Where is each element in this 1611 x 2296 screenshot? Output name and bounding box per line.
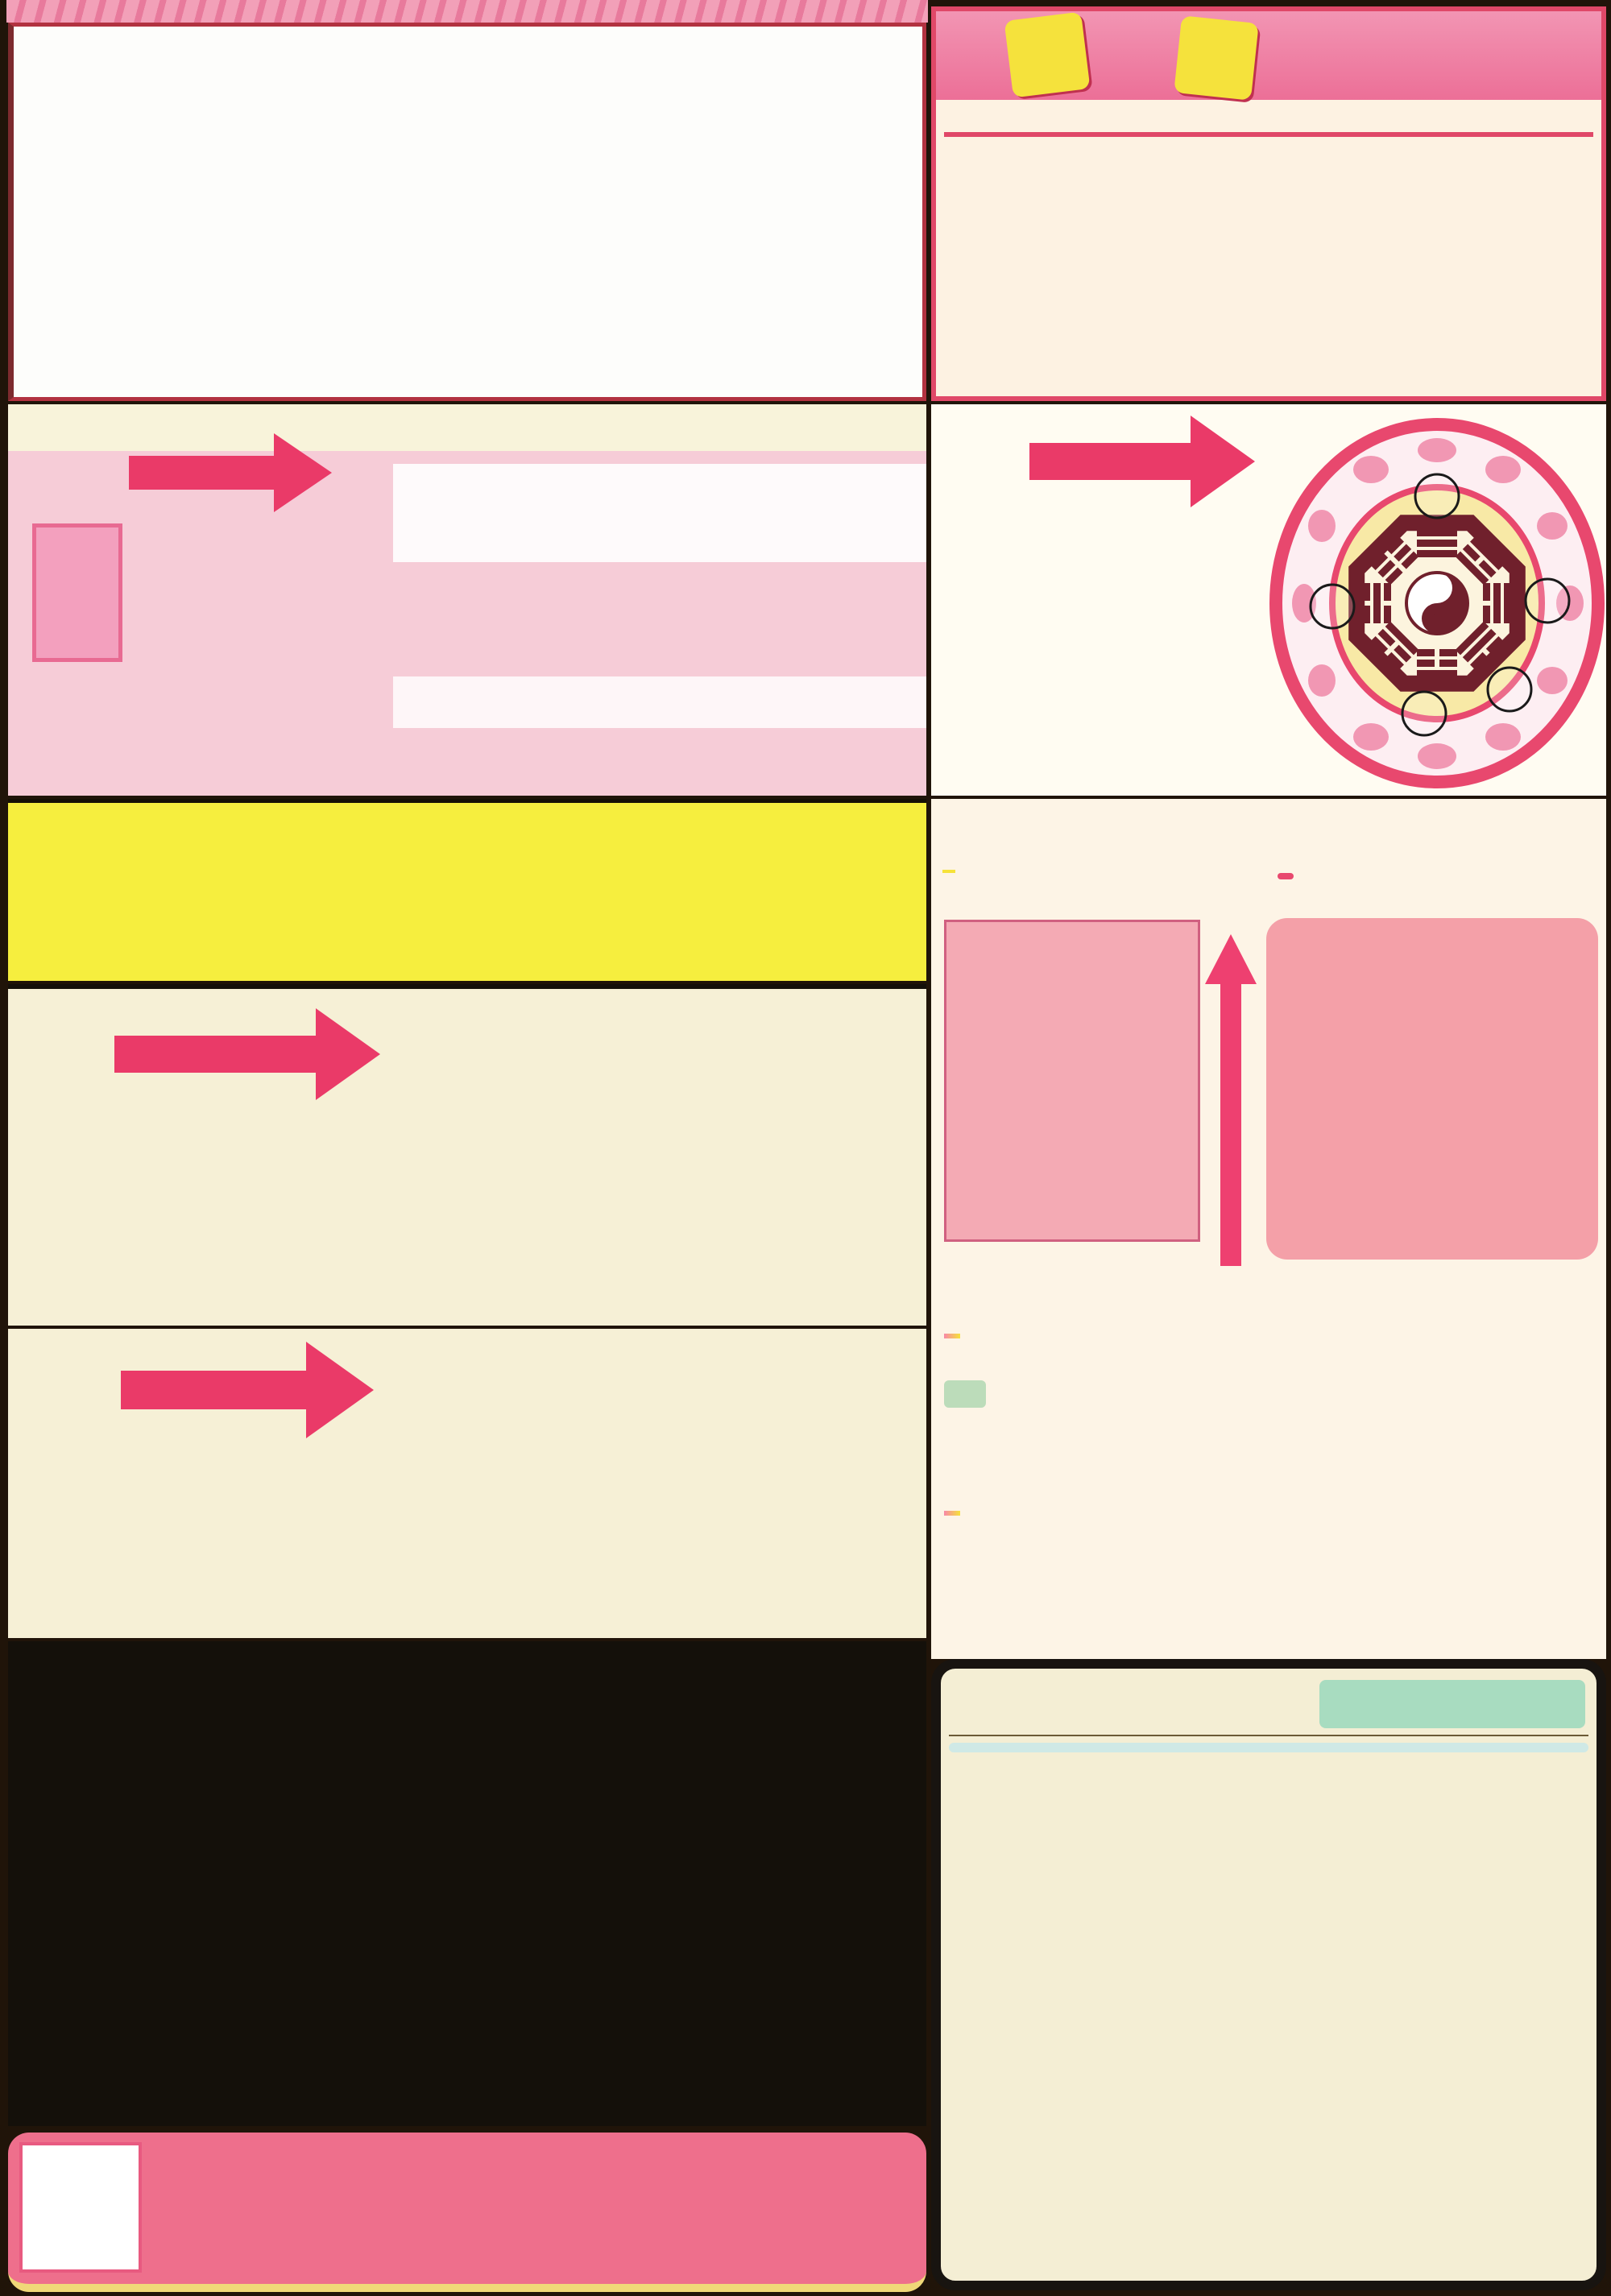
section-b-sum-guess (8, 984, 926, 1326)
zodiac-grid (944, 920, 1200, 1242)
section-d-zodiac (931, 404, 1606, 796)
hot-numbers-banner (8, 799, 926, 981)
top-decor-strip (6, 0, 928, 23)
right-arrow-icon (306, 1342, 374, 1438)
right-arrow-icon (129, 456, 274, 490)
zodiac-review-panel (1266, 918, 1598, 1260)
haocai-bar-section (931, 799, 1606, 1659)
review-label (1278, 873, 1294, 879)
right-arrow-icon (1191, 416, 1255, 507)
faded-green-mark (944, 1380, 986, 1408)
lotto-range-panel (949, 1743, 1588, 1752)
calendar-title-tile-2 (1174, 15, 1259, 101)
calendar-dots (936, 100, 1601, 130)
lotto-title (947, 1678, 1590, 1731)
draw-calendar (931, 6, 1606, 401)
green-highlight (1319, 1680, 1585, 1728)
right-arrow-icon (1029, 443, 1191, 480)
right-arrow-icon (274, 433, 332, 512)
calendar-table (944, 132, 1593, 137)
riddle-side-label (19, 2142, 142, 2273)
zodiac-wheel-icon (1268, 417, 1606, 789)
mystery-section-label (944, 1511, 960, 1516)
exclusion-section-label (944, 1334, 960, 1338)
zodiac-line-guess-label (942, 870, 955, 873)
up-arrow-icon (1205, 934, 1257, 1266)
section-a-tail-label (32, 523, 122, 662)
riddle-box (8, 2133, 926, 2292)
right-arrow-icon (121, 1371, 306, 1409)
lotto-trend-grid (949, 1735, 1588, 1736)
right-arrow-icon (316, 1008, 380, 1100)
lotto-12-pick-2-section (931, 1659, 1606, 2290)
calendar-header (936, 11, 1601, 100)
calendar-title-tile-1 (1004, 12, 1091, 98)
tail-number-groups (395, 441, 925, 794)
section-a-tail-numbers (8, 404, 926, 796)
risk-warning (163, 2134, 174, 2177)
right-arrow-icon (114, 1036, 316, 1073)
kill-prediction-columns (8, 1641, 926, 2126)
section-c-decode (8, 1329, 926, 1638)
site-banner-box (8, 23, 926, 401)
